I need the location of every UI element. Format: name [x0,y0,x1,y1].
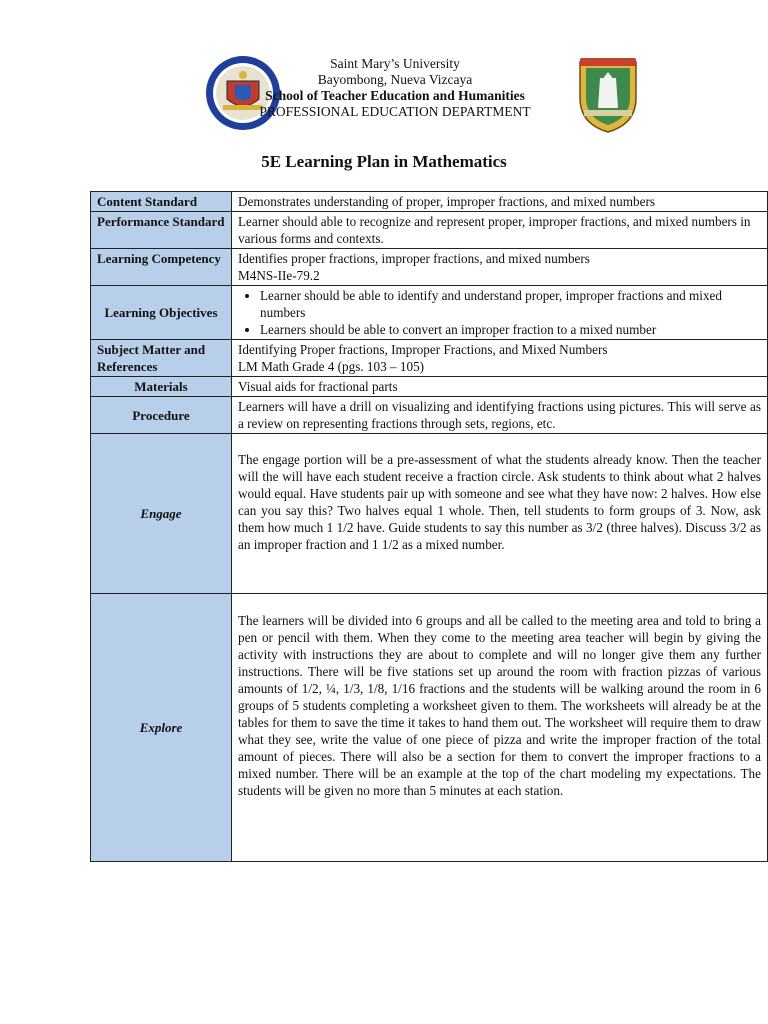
table-row-procedure [91,397,768,434]
university-location: Bayombong, Nueva Vizcaya [317,72,473,87]
table-row-content-standard [91,192,768,212]
competency-text: Identifies proper fractions, improper fractions, and mixed numbers [238,251,590,266]
competency-code: M4NS-IIe-79.2 [238,268,320,283]
row-label: Subject Matter and References [91,340,232,377]
table-row-materials [91,377,768,397]
list-item: • Learners should be able to convert an improper fraction to a mixed number [260,321,761,338]
table-row-performance-standard [91,212,768,249]
document-header [0,0,768,140]
table-row-learning-competency [91,249,768,286]
row-label: Learning Objectives [91,286,232,340]
row-content: The engage portion will be a pre-assessment of what the students already know. Then the teacher will the will have each student receive a fraction circle. Ask students to think about what 2 halves would equal. Have students pair up with someone and see what they have now: 2 halves. How else can you say this? Two halves equal 1 whole. Then, tell students to form groups of 3. Now, ask them how much 1 1/2 have. Guide students to say this number as 3/2 (three halves). Discuss 3/2 as an improper fraction and 1 1/2 as a mixed number. [232,434,768,594]
row-content [232,340,768,377]
row-label: Content Standard [91,192,232,212]
university-name: Saint Mary’s University [330,56,460,71]
page-title: 5E Learning Plan in Mathematics [261,152,507,171]
row-content: Learners will have a drill on visualizing and identifying fractions using pictures. This will serve as a review on representing fractions through sets, regions, etc. [232,397,768,434]
school-name: School of Teacher Education and Humanities [265,88,525,103]
subject-matter-text: Identifying Proper fractions, Improper Fractions, and Mixed Numbers [238,342,608,357]
row-label: Learning Competency [91,249,232,286]
row-label: Engage [91,434,232,594]
table-row-explore [91,594,768,862]
row-content: The learners will be divided into 6 groups and all be called to the meeting area and told to bring a pen or pencil with them. When they come to the meeting area teacher will begin by giving the activity with instructions they are about to complete and will no longer give them any further instructions. There will be five stations set up around the room with fraction pizzas of various amounts of 1/2, ¼, 1/3, 1/8, 1/16 fractions and the students will be walking around the room in 6 groups of 5 students completing a worksheet given to them. The worksheets will already be at the tables for them to save the time it takes to hand them out. The worksheet will require them to draw what they see, write the value of one piece of pizza and write the improper fraction of the total amount of pieces. There will also be a section for them to convert the improper fractions to a mixed number. There will be an example at the top of the chart modeling my expectations. The students will be given no more than 5 minutes at each station. [232,594,768,862]
list-item: • Learner should be able to identify and understand proper, improper fractions and mixed numbers [260,287,761,321]
row-content [232,286,768,340]
row-content: Learner should able to recognize and represent proper, improper fractions, and mixed numbers in various forms and contexts. [232,212,768,249]
department-seal-right-icon [574,54,642,134]
row-label: Procedure [91,397,232,434]
row-label: Materials [91,377,232,397]
row-label: Performance Standard [91,212,232,249]
objectives-list [238,287,761,338]
institution-block [240,56,550,120]
table-row-engage [91,434,768,594]
department-name: PROFESSIONAL EDUCATION DEPARTMENT [259,104,531,119]
row-label: Explore [91,594,232,862]
table-row-subject-matter [91,340,768,377]
row-content: Visual aids for fractional parts [232,377,768,397]
learning-plan-table [90,191,768,862]
table-row-learning-objectives [91,286,768,340]
row-content [232,249,768,286]
references-text: LM Math Grade 4 (pgs. 103 – 105) [238,359,425,374]
row-content: Demonstrates understanding of proper, improper fractions, and mixed numbers [232,192,768,212]
